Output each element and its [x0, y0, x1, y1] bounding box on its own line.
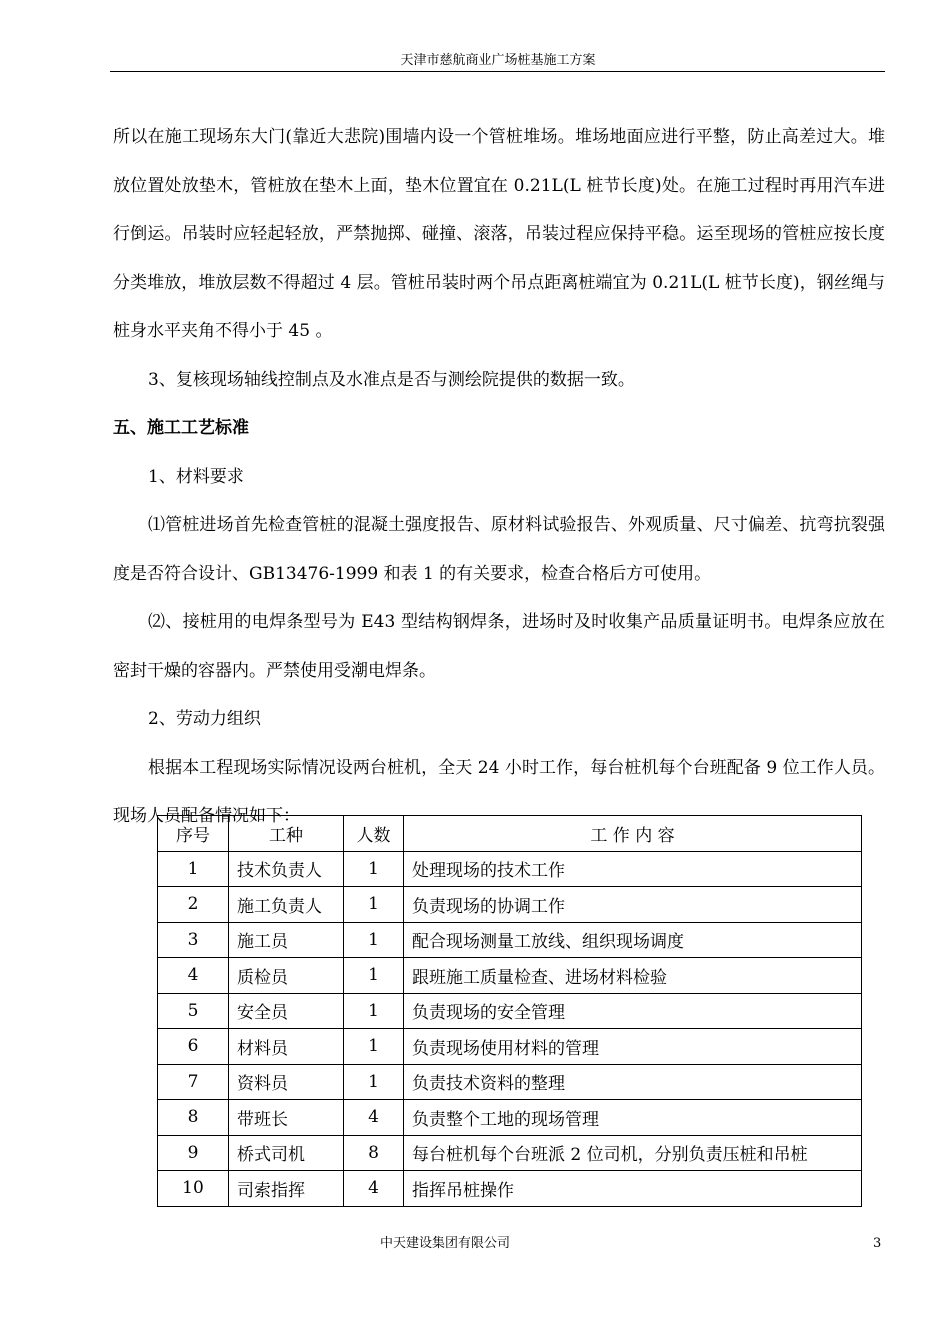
paragraph-storage: 所以在施工现场东大门(靠近大悲院)围墙内设一个管桩堆场。堆场地面应进行平整，防止高差过大。堆放位置处放垫木，管桩放在垫木上面，垫木位置宜在 0.21L(L 桩节长度)处。在施工过程时再用汽车进行倒运。吊装时应轻起轻放，严禁抛掷、碰撞、滚落，吊装过程应保持平稳。运至现场的管桩应按长度分类堆放，堆放层数不得超过 4 层。管桩吊装时两个吊点距离桩端宜为 0.21L(L 桩节长度)，钢丝绳与桩身水平夹角不得小于 45 。	[113, 127, 885, 341]
cell-duty: 负责现场使用材料的管理	[404, 1029, 862, 1065]
cell-index: 1	[158, 851, 229, 887]
header-divider	[110, 71, 885, 72]
cell-index: 3	[158, 922, 229, 958]
table-row	[158, 1135, 862, 1171]
cell-count: 1	[344, 1029, 404, 1065]
document-body	[113, 113, 885, 841]
paragraph-welding-rod: ⑵、接桩用的电焊条型号为 E43 型结构钢焊条，进场时及时收集产品质量证明书。电焊条应放在密封干燥的容器内。严禁使用受潮电焊条。	[113, 612, 885, 681]
cell-count: 1	[344, 887, 404, 923]
table-row	[158, 993, 862, 1029]
cell-role: 带班长	[229, 1100, 344, 1136]
cell-count: 8	[344, 1135, 404, 1171]
cell-role: 桥式司机	[229, 1135, 344, 1171]
table-header-row	[158, 816, 862, 852]
cell-count: 4	[344, 1171, 404, 1207]
table-row	[158, 922, 862, 958]
cell-count: 1	[344, 922, 404, 958]
cell-index: 2	[158, 887, 229, 923]
staffing-table	[157, 815, 862, 1207]
cell-duty: 负责现场的协调工作	[404, 887, 862, 923]
cell-count: 1	[344, 1064, 404, 1100]
cell-index: 7	[158, 1064, 229, 1100]
cell-role: 司索指挥	[229, 1171, 344, 1207]
cell-duty: 每台桩机每个台班派 2 位司机，分别负责压桩和吊桩	[404, 1135, 862, 1171]
cell-role: 技术负责人	[229, 851, 344, 887]
paragraph-pile-inspection: ⑴管桩进场首先检查管桩的混凝土强度报告、原材料试验报告、外观质量、尺寸偏差、抗弯抗裂强度是否符合设计、GB13476-1999 和表 1 的有关要求，检查合格后方可使用。	[113, 515, 885, 584]
cell-index: 6	[158, 1029, 229, 1065]
cell-count: 1	[344, 851, 404, 887]
cell-count: 4	[344, 1100, 404, 1136]
subheading-materials: 1、材料要求	[148, 466, 244, 487]
cell-duty: 负责现场的安全管理	[404, 993, 862, 1029]
table-row	[158, 1100, 862, 1136]
cell-index: 10	[158, 1171, 229, 1207]
cell-duty: 配合现场测量工放线、组织现场调度	[404, 922, 862, 958]
cell-duty: 负责整个工地的现场管理	[404, 1100, 862, 1136]
paragraph-axis-check: 3、复核现场轴线控制点及水准点是否与测绘院提供的数据一致。	[148, 369, 635, 390]
cell-index: 4	[158, 958, 229, 994]
cell-duty: 指挥吊桩操作	[404, 1171, 862, 1207]
section-heading: 五、施工工艺标准	[113, 418, 249, 438]
cell-role: 资料员	[229, 1064, 344, 1100]
cell-index: 8	[158, 1100, 229, 1136]
cell-role: 质检员	[229, 958, 344, 994]
cell-role: 安全员	[229, 993, 344, 1029]
header-cell-role: 工种	[229, 816, 344, 852]
table-row	[158, 887, 862, 923]
page-header-title: 天津市慈航商业广场桩基施工方案	[400, 53, 596, 68]
cell-duty: 负责技术资料的整理	[404, 1064, 862, 1100]
paragraph-labor-intro: 根据本工程现场实际情况设两台桩机，全天 24 小时工作，每台桩机每个台班配备 9 位工作人员。现场人员配备情况如下：	[113, 757, 885, 826]
footer-company: 中天建设集团有限公司	[380, 1236, 511, 1251]
page-number: 3	[873, 1236, 882, 1251]
table-row	[158, 1029, 862, 1065]
cell-index: 5	[158, 993, 229, 1029]
staffing-table-container	[157, 815, 862, 1207]
cell-count: 1	[344, 958, 404, 994]
cell-duty: 跟班施工质量检查、进场材料检验	[404, 958, 862, 994]
table-row	[158, 1171, 862, 1207]
cell-duty: 处理现场的技术工作	[404, 851, 862, 887]
cell-index: 9	[158, 1135, 229, 1171]
table-row	[158, 851, 862, 887]
header-cell-count: 人数	[344, 816, 404, 852]
subheading-labor: 2、劳动力组织	[148, 709, 261, 729]
cell-count: 1	[344, 993, 404, 1029]
cell-role: 材料员	[229, 1029, 344, 1065]
header-cell-duty: 工 作 内 容	[404, 816, 862, 852]
cell-role: 施工负责人	[229, 887, 344, 923]
header-cell-index: 序号	[158, 816, 229, 852]
cell-role: 施工员	[229, 922, 344, 958]
table-row	[158, 1064, 862, 1100]
table-row	[158, 958, 862, 994]
